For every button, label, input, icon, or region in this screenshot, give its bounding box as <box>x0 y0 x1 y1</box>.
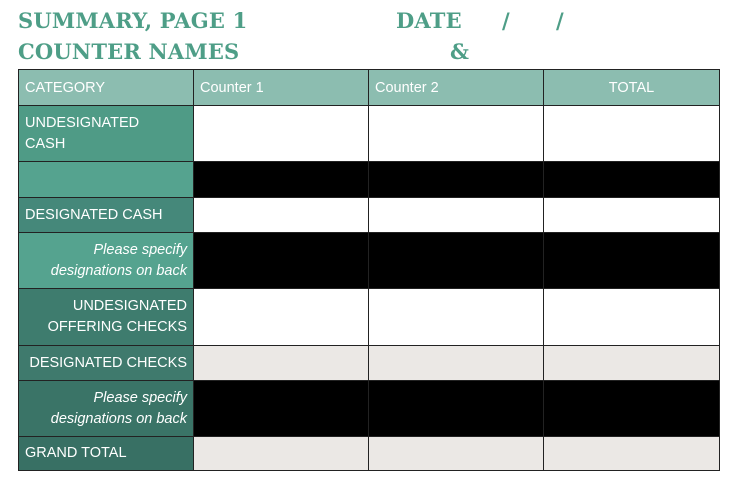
table-row-designated-cash <box>19 198 720 233</box>
cell-counter-2[interactable] <box>369 346 544 381</box>
counter-names-label: COUNTER NAMES <box>18 39 240 64</box>
table-row-designated-cash-note <box>19 233 720 289</box>
row-label-line-2: designations on back <box>50 262 187 279</box>
row-label-undesignated-offering-checks <box>19 289 194 346</box>
row-label-undesignated-cash <box>19 106 194 162</box>
cell-total[interactable] <box>544 289 720 346</box>
row-label-line-1: DESIGNATED CASH <box>25 206 163 223</box>
cell-counter-1[interactable] <box>194 346 369 381</box>
summary-table <box>18 69 720 471</box>
table-row-undesignated-cash <box>19 106 720 162</box>
cell-counter-1[interactable] <box>194 437 369 471</box>
cell-total[interactable] <box>544 106 720 162</box>
cell-blocked <box>369 233 544 289</box>
row-label-line-1: Please specify <box>93 241 187 258</box>
table-header-row <box>19 70 720 106</box>
cell-counter-2[interactable] <box>369 437 544 471</box>
column-header-counter-1: Counter 1 <box>194 70 369 106</box>
cell-total[interactable] <box>544 437 720 471</box>
cell-blocked <box>194 381 369 437</box>
row-label-line-2: designations on back <box>50 410 187 427</box>
cell-counter-1[interactable] <box>194 106 369 162</box>
row-label-line-2: OFFERING CHECKS <box>47 319 187 335</box>
column-header-category: CATEGORY <box>19 70 194 106</box>
table-row-blank <box>19 162 720 198</box>
counter-names-ampersand: & <box>450 39 470 64</box>
cell-blocked <box>194 162 369 198</box>
cell-blocked <box>544 381 720 437</box>
row-label-grand-total <box>19 437 194 471</box>
cell-blocked <box>194 233 369 289</box>
cell-counter-1[interactable] <box>194 198 369 233</box>
cell-blocked <box>369 162 544 198</box>
row-label-line-1: Please specify <box>93 389 187 406</box>
table-row-designated-checks <box>19 346 720 381</box>
row-label-designated-cash <box>19 198 194 233</box>
row-label-specify-designations <box>19 233 194 289</box>
row-label-designated-checks <box>19 346 194 381</box>
cell-counter-2[interactable] <box>369 198 544 233</box>
row-label-line-1: UNDESIGNATED <box>25 114 140 131</box>
cell-total[interactable] <box>544 198 720 233</box>
column-header-total: TOTAL <box>544 70 720 106</box>
date-label: DATE <box>396 8 462 33</box>
cell-blocked <box>544 233 720 289</box>
cell-counter-2[interactable] <box>369 106 544 162</box>
row-label-line-2: CASH <box>25 135 66 152</box>
row-label-line-1: GRAND TOTAL <box>25 445 127 461</box>
table-row-undesignated-offering-checks <box>19 289 720 346</box>
cell-counter-2[interactable] <box>369 289 544 346</box>
date-separator-2: / <box>556 8 564 33</box>
cell-blocked <box>369 381 544 437</box>
row-label-specify-designations <box>19 381 194 437</box>
row-label-line-1: DESIGNATED CHECKS <box>29 354 187 371</box>
cell-blocked <box>544 162 720 198</box>
table-row-designated-checks-note <box>19 381 720 437</box>
row-label-line-1: UNDESIGNATED <box>72 298 187 314</box>
cell-total[interactable] <box>544 346 720 381</box>
cell-counter-1[interactable] <box>194 289 369 346</box>
column-header-counter-2: Counter 2 <box>369 70 544 106</box>
page-title: SUMMARY, PAGE 1 <box>18 8 248 33</box>
date-separator-1: / <box>502 8 510 33</box>
table-row-grand-total <box>19 437 720 471</box>
row-label-blank <box>19 162 194 198</box>
